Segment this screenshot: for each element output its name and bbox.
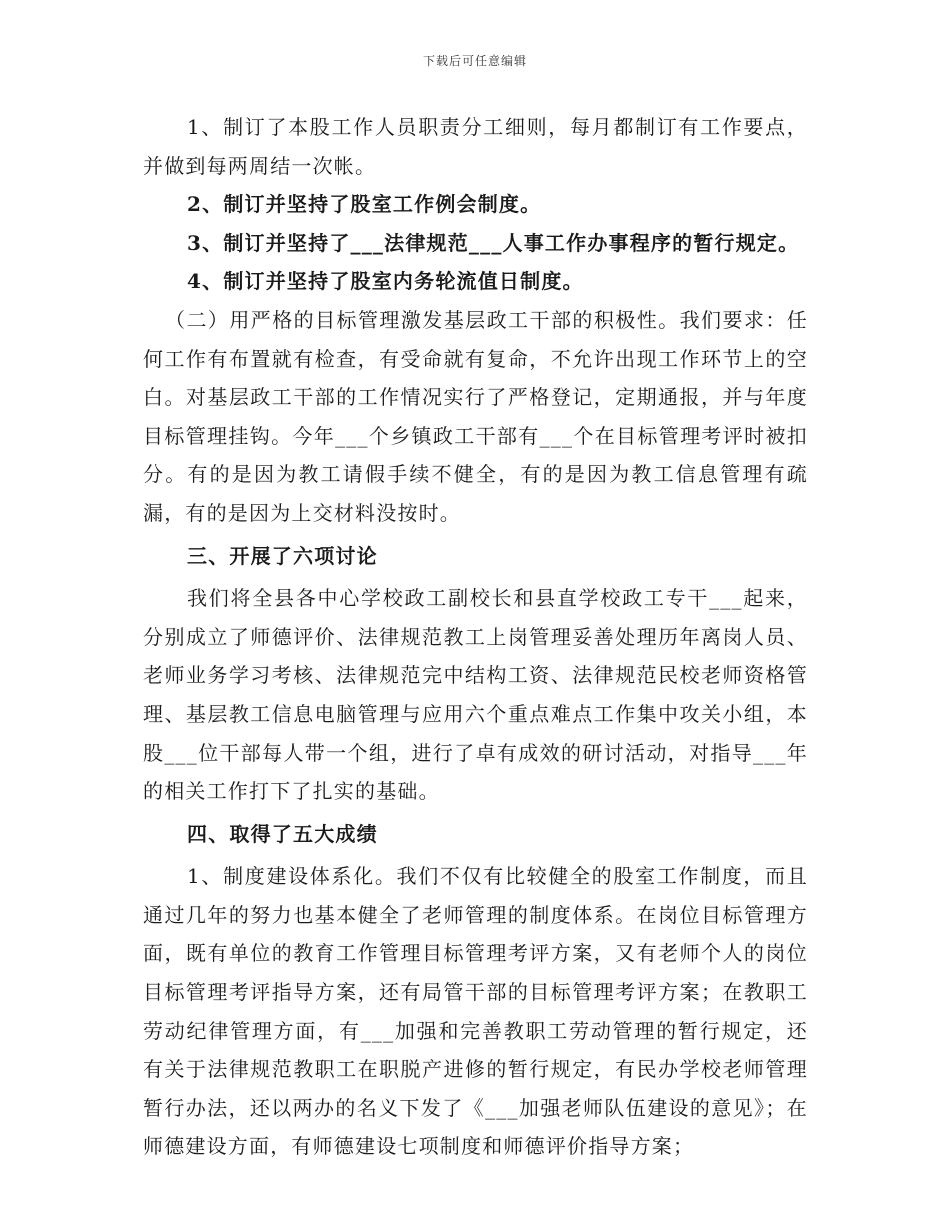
paragraph-achievement-1: 1、制度建设体系化。我们不仅有比较健全的股室工作制度，而且通过几年的努力也基本健全了老师管理的制度体系。在岗位目标管理方面，既有单位的教育工作管理目标管理考评方案，又有老师个人的岗位目标管理考评指导方案，还有局管干部的目标管理考评方案；在教职工劳动纪律管理方面，有___加强和完善教职工劳动管理的暂行规定，还有关于法律规范教职工在职脱产进修的暂行规定，有民办学校老师管理暂行办法，还以两办的名义下发了《___加强老师队伍建设的意见》；在师德建设方面，有师德建设七项制度和师德评价指导方案； <box>143 864 808 1159</box>
paragraph-discussion: 我们将全县各中心学校政工副校长和县直学校政工专干___起来，分别成立了师德评价、法律规范教工上岗管理妥善处理历年离岗人员、老师业务学习考核、法律规范完中结构工资、法律规范民校老师资格管理、基层教工信息电脑管理与应用六个重点难点工作集中攻关小组，本股___位干部每人带一个组，进行了卓有成效的研讨活动，对指导___年的相关工作打下了扎实的基础。 <box>143 586 808 804</box>
section-heading-4: 四、取得了五大成绩 <box>187 821 378 846</box>
paragraph-item-4: 4、制订并坚持了股室内务轮流值日制度。 <box>187 269 584 294</box>
page-header-note: 下载后可任意编辑 <box>422 54 527 68</box>
paragraph-section-2: （二）用严格的目标管理激发基层政工干部的积极性。我们要求：任何工作有布置就有检查，有受命就有复命，不允许出现工作环节上的空白。对基层政工干部的工作情况实行了严格登记，定期通报，并与年度目标管理挂钩。今年___个乡镇政工干部有___个在目标管理考评时被扣分。有的是因为教工请假手续不健全，有的是因为教工信息管理有疏漏，有的是因为上交材料没按时。 <box>143 307 808 525</box>
paragraph-item-3: 3、制订并坚持了___法律规范___人事工作办事程序的暂行规定。 <box>187 230 800 255</box>
document-body <box>143 108 808 1166</box>
paragraph-item-1: 1、制订了本股工作人员职责分工细则，每月都制订有工作要点，并做到每两周结一次帐。 <box>143 115 808 178</box>
section-heading-3: 三、开展了六项讨论 <box>187 543 378 568</box>
paragraph-item-2: 2、制订并坚持了股室工作例会制度。 <box>187 192 542 217</box>
